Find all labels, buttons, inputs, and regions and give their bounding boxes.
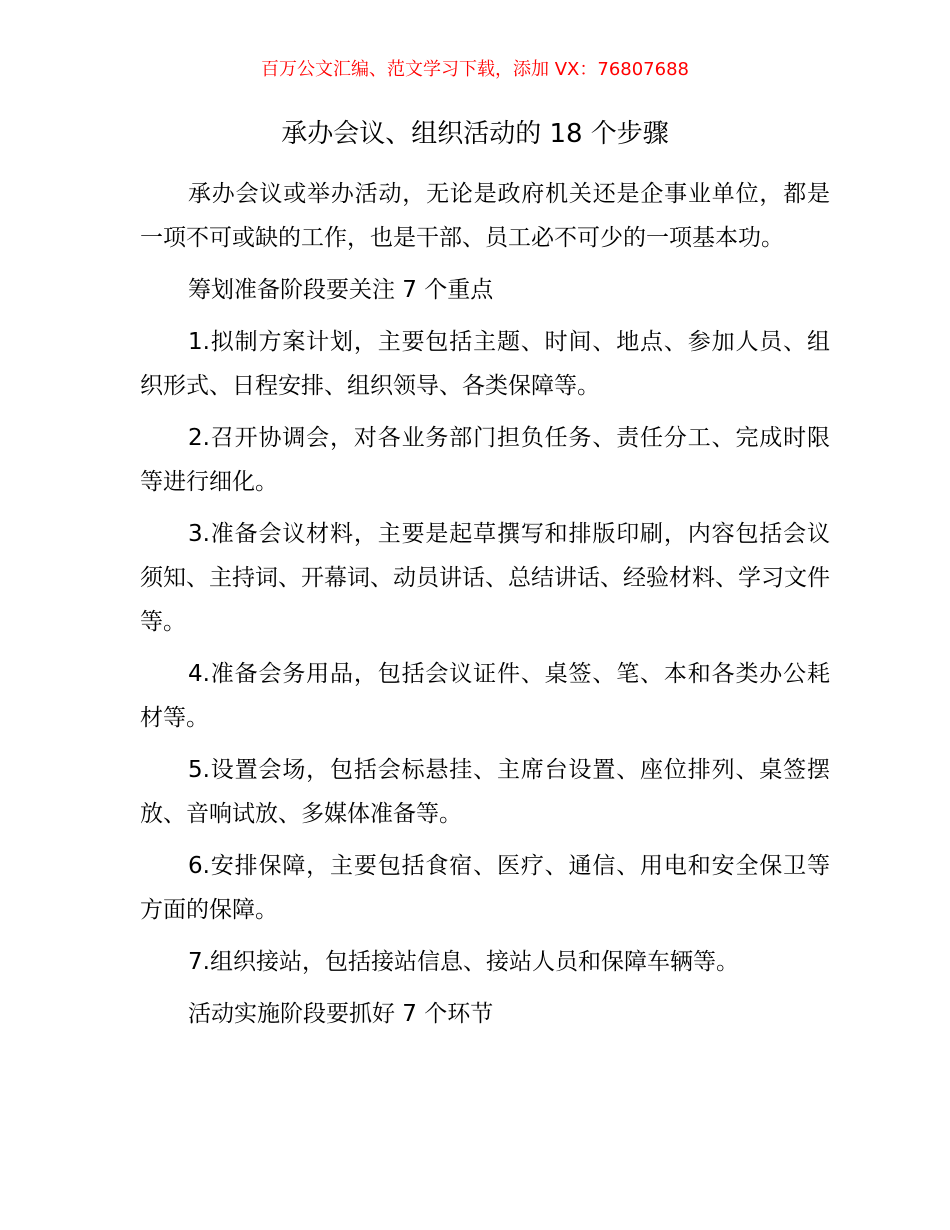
- section-heading-implementation: 活动实施阶段要抓好 7 个环节: [188, 1001, 494, 1027]
- step-1-paragraph: 1.拟制方案计划，主要包括主题、时间、地点、参加人员、组织形式、日程安排、组织领导、各类保障等。: [140, 329, 830, 399]
- section-heading-preparation: 筹划准备阶段要关注 7 个重点: [188, 277, 494, 303]
- step-7-paragraph: 7.组织接站，包括接站信息、接站人员和保障车辆等。: [188, 949, 739, 975]
- document-title: 承办会议、组织活动的 18 个步骤: [281, 119, 669, 149]
- document-body: [140, 172, 830, 1036]
- header-promo-text: 百万公文汇编、范文学习下载，添加 VX：76807688: [261, 59, 689, 80]
- intro-paragraph: 承办会议或举办活动，无论是政府机关还是企事业单位，都是一项不可或缺的工作，也是干部、员工必不可少的一项基本功。: [140, 181, 830, 251]
- step-2-paragraph: 2.召开协调会，对各业务部门担负任务、责任分工、完成时限等进行细化。: [140, 425, 830, 495]
- step-4-paragraph: 4.准备会务用品，包括会议证件、桌签、笔、本和各类办公耗材等。: [140, 661, 830, 731]
- step-6-paragraph: 6.安排保障，主要包括食宿、医疗、通信、用电和安全保卫等方面的保障。: [140, 853, 830, 923]
- step-5-paragraph: 5.设置会场，包括会标悬挂、主席台设置、座位排列、桌签摆放、音响试放、多媒体准备等。: [140, 757, 830, 827]
- step-3-paragraph: 3.准备会议材料，主要是起草撰写和排版印刷，内容包括会议须知、主持词、开幕词、动员讲话、总结讲话、经验材料、学习文件等。: [140, 521, 830, 635]
